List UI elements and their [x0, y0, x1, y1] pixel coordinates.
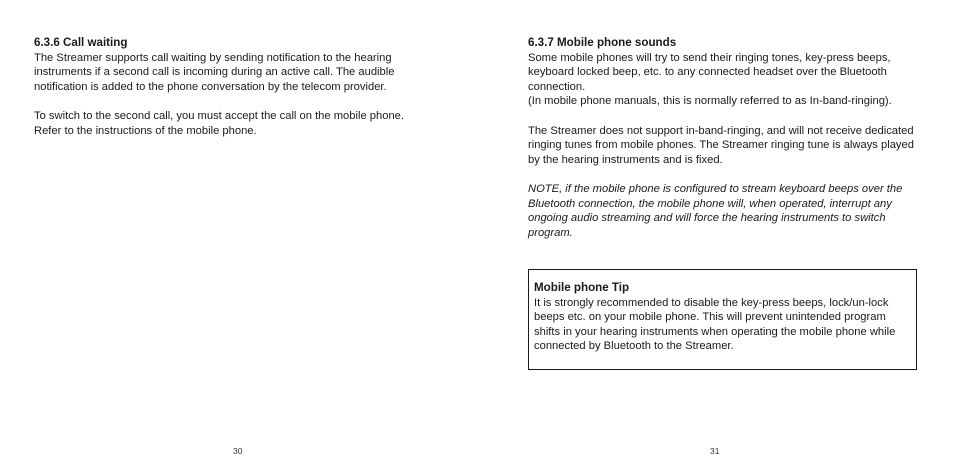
- mobile-phone-tip-box: [528, 269, 917, 370]
- call-waiting-heading: 6.3.6 Call waiting: [34, 36, 128, 49]
- mobile-sounds-paragraph-1b: (In mobile phone manuals, this is normally referred to as In-band-ringing).: [528, 95, 892, 108]
- mobile-phone-sounds-heading: 6.3.7 Mobile phone sounds: [528, 36, 677, 49]
- mobile-sounds-paragraph-2: The Streamer does not support in-band-ringing, and will not receive dedicated ringing tunes from mobile phones. The Streamer ringing tune is always played by the hearing instruments and is fixed.: [528, 124, 914, 166]
- tip-body: It is strongly recommended to disable the key-press beeps, lock/un-lock beeps etc. on your mobile phone. This will prevent unintended program shifts in your hearing instruments when operating the mobile phone while connected by Bluetooth to the Streamer.: [534, 296, 896, 353]
- right-page: [477, 0, 954, 474]
- mobile-phone-sounds-section: [528, 36, 920, 240]
- spacer: [528, 109, 920, 124]
- mobile-sounds-note: NOTE, if the mobile phone is configured to stream keyboard beeps over the Bluetooth connection, the mobile phone will, when operated, interrupt any ongoing audio streaming and will force the hearing instruments to switch program.: [528, 182, 903, 239]
- page-number-right: 31: [710, 446, 720, 456]
- page-number-left: 30: [233, 446, 243, 456]
- spacer: [528, 167, 920, 182]
- mobile-sounds-paragraph-1: Some mobile phones will try to send their ringing tones, key-press beeps, keyboard locked beep, etc. to any connected headset over the Bluetooth connection.: [528, 51, 891, 93]
- call-waiting-paragraph-1: The Streamer supports call waiting by sending notification to the hearing instruments if a second call is incoming during an active call. The audible notification is added to the phone conversation by the telecom provider.: [34, 51, 395, 93]
- spacer: [34, 94, 434, 109]
- call-waiting-section: [34, 36, 434, 138]
- call-waiting-paragraph-2: To switch to the second call, you must accept the call on the mobile phone. Refer to the instructions of the mobile phone.: [34, 109, 405, 137]
- tip-heading: Mobile phone Tip: [534, 281, 630, 294]
